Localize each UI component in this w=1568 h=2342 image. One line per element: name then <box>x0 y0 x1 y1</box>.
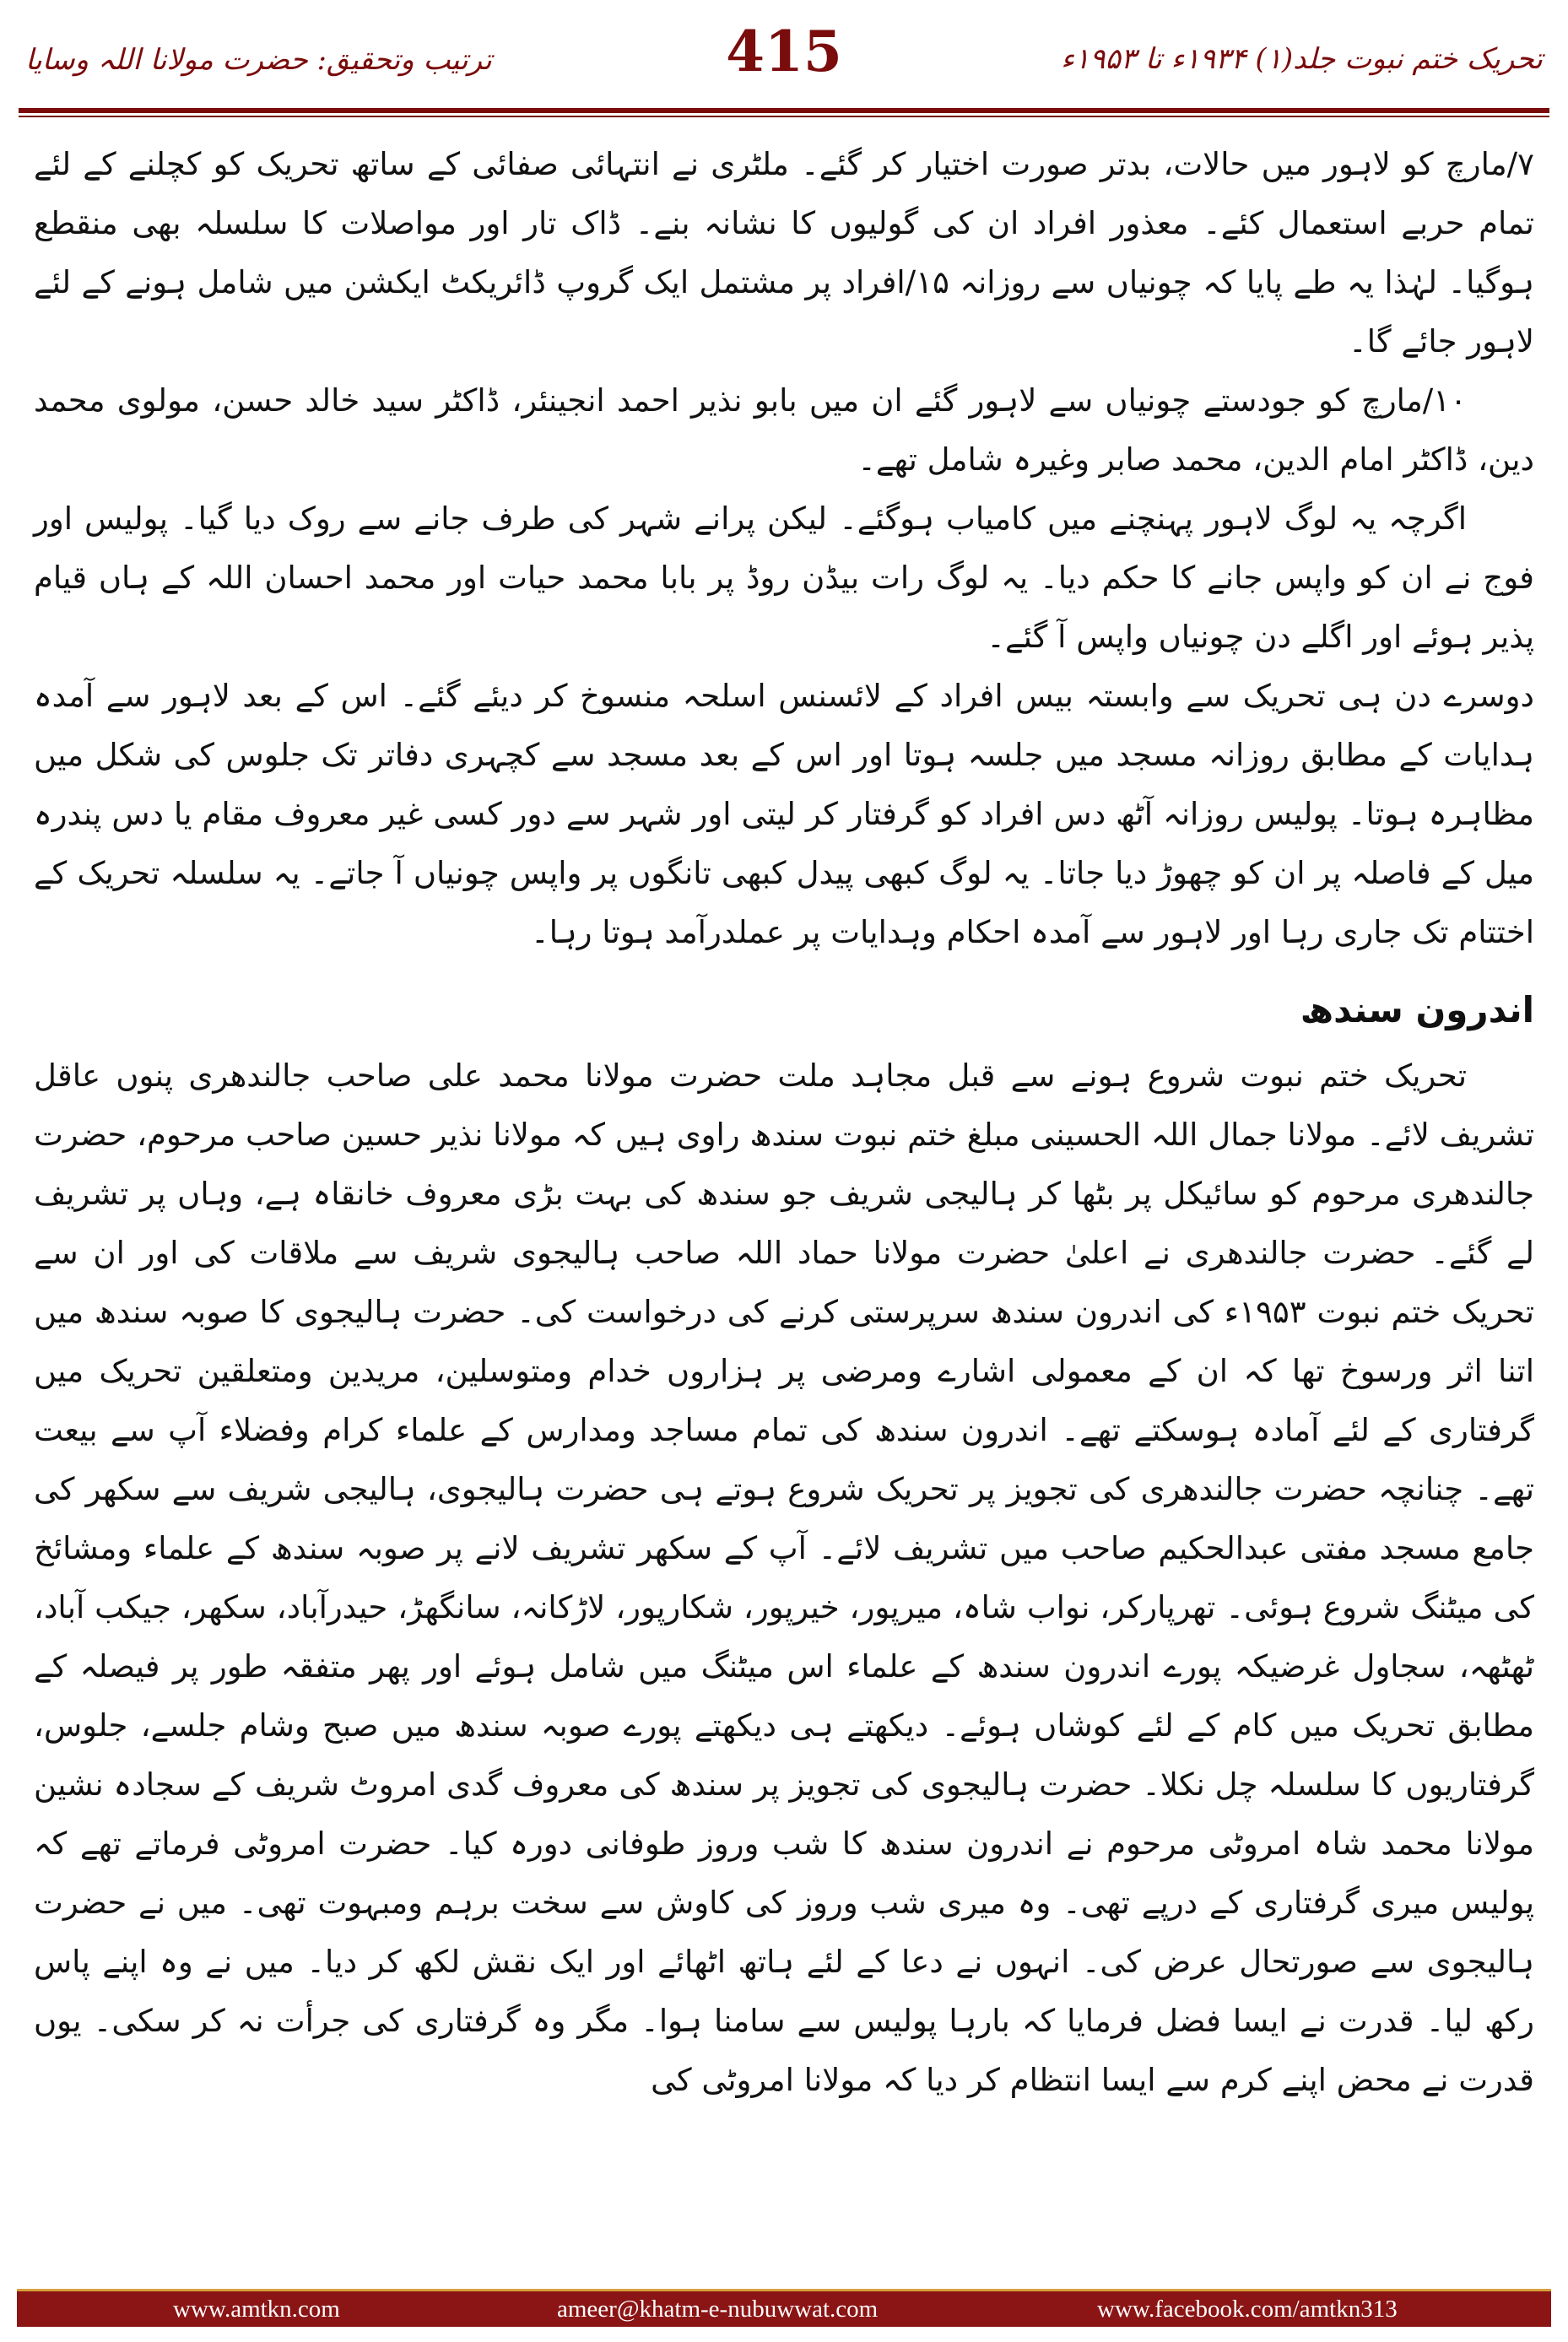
page-header <box>0 0 1568 127</box>
book-title: تحریک ختم نبوت جلد(۱) ۱۹۳۴ء تا ۱۹۵۳ء <box>1061 42 1543 76</box>
website-link[interactable]: www.amtkn.com <box>173 2296 340 2323</box>
paragraph: اگرچہ یہ لوگ لاہور پہنچنے میں کامیاب ہوگئے۔ لیکن پرانے شہر کی طرف جانے سے روک دیا گیا۔ پولیس اور فوج نے ان کو واپس جانے کا حکم دیا۔ یہ لوگ رات بیڈن روڈ پر بابا محمد حیات اور محمد احسان اللہ کے ہاں قیام پذیر ہوئے اور اگلے دن چونیاں واپس آ گئے۔ <box>34 500 1534 655</box>
page-number: 415 <box>726 19 842 84</box>
page-footer <box>17 2289 1551 2327</box>
header-rule-thin <box>19 116 1549 117</box>
paragraph: ۱۰/مارچ کو جودستے چونیاں سے لاہور گئے ان میں بابو نذیر احمد انجینئر، ڈاکٹر سید خالد حسن، مولوی محمد دین، ڈاکٹر امام الدین، محمد صابر وغیرہ شامل تھے۔ <box>34 382 1534 478</box>
section-heading: اندرون سندھ <box>1300 989 1534 1030</box>
paragraph: ۷/مارچ کو لاہور میں حالات، بدتر صورت اختیار کر گئے۔ ملٹری نے انتہائی صفائی کے ساتھ تحریک کو کچلنے کے لئے تمام حربے استعمال کئے۔ معذور افراد ان کی گولیوں کا نشانہ بنے۔ ڈاک تار اور مواصلات کا سلسلہ بھی منقطع ہوگیا۔ لہٰذا یہ طے پایا کہ چونیاں سے روزانہ ۱۵/افراد پر مشتمل ایک گروپ ڈائریکٹ ایکشن میں شامل ہونے کے لئے لاہور جائے گا۔ <box>34 146 1534 360</box>
email-link[interactable]: ameer@khatm-e-nubuwwat.com <box>557 2296 879 2323</box>
paragraph: تحریک ختم نبوت شروع ہونے سے قبل مجاہد ملت حضرت مولانا محمد علی صاحب جالندھری پنوں عاقل تشریف لائے۔ مولانا جمال اللہ الحسینی مبلغ ختم نبوت سندھ راوی ہیں کہ مولانا نذیر حسین صاحب مرحوم، حضرت جالندھری مرحوم کو سائیکل پر بٹھا کر ہالیجی شریف جو سندھ کی بہت بڑی معروف خانقاہ ہے، وہاں پر تشریف لے گئے۔ حضرت جالندھری نے اعلیٰ حضرت مولانا حماد اللہ صاحب ہالیجوی شریف سے ملاقات کی اور ان سے تحریک ختم نبوت ۱۹۵۳ء کی اندرون سندھ سرپرستی کرنے کی درخواست کی۔ حضرت ہالیجوی کا صوبہ سندھ میں اتنا اثر ورسوخ تھا کہ ان کے معمولی اشارے ومرضی پر ہزاروں خدام ومتوسلین، مریدین ومتعلقین تحریک میں گرفتاری کے لئے آمادہ ہوسکتے تھے۔ اندرون سندھ کی تمام مساجد ومدارس کے علماء کرام وفضلاء آپ سے بیعت تھے۔ چنانچہ حضرت جالندھری کی تجویز پر تحریک شروع ہوتے ہی حضرت ہالیجوی، ہالیجی شریف سے سکھر کی جامع مسجد مفتی عبدالحکیم صاحب میں تشریف لائے۔ آپ کے سکھر تشریف لانے پر صوبہ سندھ کے علماء ومشائخ کی میٹنگ شروع ہوئی۔ تھرپارکر، نواب شاہ، میرپور، خیرپور، شکارپور، لاڑکانہ، سانگھڑ، حیدرآباد، سکھر، جیکب آباد، ٹھٹھہ، سجاول غرضیکہ پورے اندرون سندھ کے علماء اس میٹنگ میں شامل ہوئے اور پھر متفقہ طور پر فیصلہ کے مطابق تحریک میں کام کے لئے کوشاں ہوئے۔ دیکھتے ہی دیکھتے پورے صوبہ سندھ میں صبح وشام جلسے، جلوس، گرفتاریوں کا سلسلہ چل نکلا۔ حضرت ہالیجوی کی تجویز پر سندھ کی معروف گدی امروٹ شریف کے سجادہ نشین مولانا محمد شاہ امروٹی مرحوم نے اندرون سندھ کا شب وروز طوفانی دورہ کیا۔ حضرت امروٹی فرماتے تھے کہ پولیس میری گرفتاری کے درپے تھی۔ وہ میری شب وروز کی کاوش سے سخت برہم ومبہوت تھی۔ میں نے حضرت ہالیجوی سے صورتحال عرض کی۔ انہوں نے دعا کے لئے ہاتھ اٹھائے اور ایک نقش لکھ کر دیا۔ میں نے وہ اپنے پاس رکھ لیا۔ قدرت نے ایسا فضل فرمایا کہ بارہا پولیس سے سامنا ہوا۔ مگر وہ گرفتاری کی جرأت نہ کر سکی۔ یوں قدرت نے محض اپنے کرم سے ایسا انتظام کر دیا کہ مولانا امروٹی کی <box>34 1057 1535 2098</box>
facebook-link[interactable]: www.facebook.com/amtkn313 <box>1097 2296 1398 2323</box>
header-rule <box>19 108 1549 113</box>
page-body <box>34 135 1534 2110</box>
compiler-credit: ترتیب وتحقیق: حضرت مولانا اللہ وسایا <box>25 43 492 77</box>
paragraph: دوسرے دن ہی تحریک سے وابستہ بیس افراد کے لائسنس اسلحہ منسوخ کر دیئے گئے۔ اس کے بعد لاہور سے آمدہ ہدایات کے مطابق روزانہ مسجد میں جلسہ ہوتا اور اس کے بعد مسجد سے کچہری دفاتر تک جلوس کی شکل میں مظاہرہ ہوتا۔ پولیس روزانہ آٹھ دس افراد کو گرفتار کر لیتی اور شہر سے دور کسی غیر معروف مقام یا دس پندرہ میل کے فاصلہ پر ان کو چھوڑ دیا جاتا۔ یہ لوگ کبھی پیدل کبھی تانگوں پر واپس چونیاں آ جاتے۔ یہ سلسلہ تحریک کے اختتام تک جاری رہا اور لاہور سے آمدہ احکام وہدایات پر عملدرآمد ہوتا رہا۔ <box>34 678 1534 950</box>
